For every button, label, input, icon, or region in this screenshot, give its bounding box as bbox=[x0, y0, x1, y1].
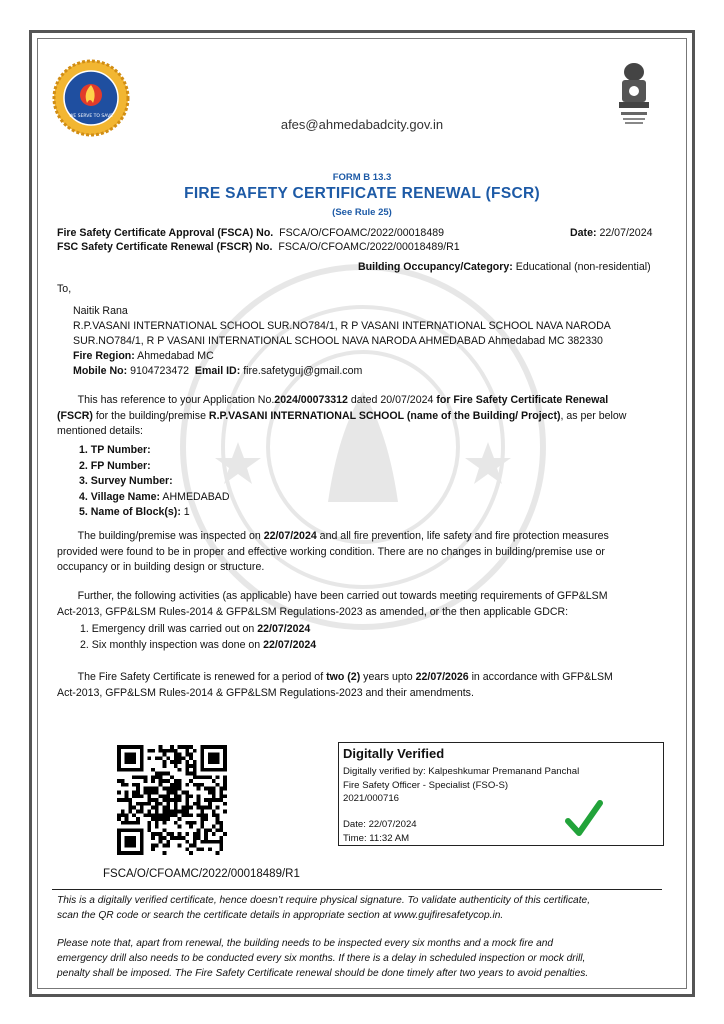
detail-item: 4. Village Name: AHMEDABAD bbox=[79, 490, 230, 503]
emailid-value: fire.safetyguj@gmail.com bbox=[243, 365, 363, 377]
activity-item: 2. Six monthly inspection was done on 22/07/2024 bbox=[80, 638, 317, 651]
activity-item: 1. Emergency drill was carried out on 22/07/2024 bbox=[80, 623, 311, 635]
occupancy-line bbox=[358, 260, 651, 275]
fire-region-label: Fire Region: bbox=[73, 350, 135, 362]
detail-item: 1. TP Number: bbox=[79, 444, 151, 456]
occupancy-label: Building Occupancy/Category: bbox=[358, 261, 513, 273]
building-name: R.P.VASANI INTERNATIONAL SCHOOL (name of the Building/ Project) bbox=[208, 409, 561, 422]
date-line bbox=[570, 226, 652, 241]
checkmark-icon bbox=[565, 799, 603, 839]
contact-line bbox=[73, 364, 362, 379]
ref-text-2: dated 20/07/2024 bbox=[347, 394, 437, 406]
fire-region-line bbox=[73, 349, 214, 364]
ref-text-7: mentioned details: bbox=[57, 425, 143, 437]
to-label: To, bbox=[57, 283, 72, 295]
verification-date: Date: 22/07/2024 bbox=[343, 819, 417, 830]
renewal-upto-date: 22/07/2026 bbox=[415, 671, 469, 683]
fscr-value: FSCA/O/CFOAMC/2022/00018489/R1 bbox=[278, 241, 460, 253]
verified-by: Digitally verified by: Kalpeshkumar Premanand Panchal bbox=[343, 766, 580, 777]
watermark-emblem bbox=[178, 262, 548, 632]
svg-text:WE SERVE TO SAVE: WE SERVE TO SAVE bbox=[68, 114, 114, 119]
detail-item: 3. Survey Number: bbox=[79, 475, 173, 487]
rule-reference: (See Rule 25) bbox=[332, 207, 392, 218]
ref-text-3: for Fire Safety Certificate Renewal bbox=[436, 394, 609, 406]
verification-time: Time: 11:32 AM bbox=[343, 832, 410, 844]
verification-heading: Digitally Verified bbox=[343, 746, 445, 761]
certificate-title: FIRE SAFETY CERTIFICATE RENEWAL (FSCR) bbox=[184, 185, 540, 202]
footer-divider bbox=[52, 889, 662, 890]
detail-item: 2. FP Number: bbox=[79, 459, 151, 472]
mobile-label: Mobile No: bbox=[73, 365, 128, 377]
renewal-paragraph: The Fire Safety Certificate is renewed for a period of two (2) years upto 22/07/2026 in accordance with GFP&LSM Act-2013, GFP&LSM Rules-2014 & GFP&LSM Regulations-2023 and their amendments. bbox=[57, 671, 613, 699]
address-line-2: SUR.NO784/1, R P VASANI INTERNATIONAL SCHOOL NAVA NARODA AHMEDABAD Ahmedabad MC 382330 bbox=[73, 335, 603, 347]
ref-text-4: (FSCR) bbox=[57, 409, 93, 422]
fsca-value: FSCA/O/CFOAMC/2022/00018489 bbox=[279, 227, 444, 239]
ref-text-1: This has reference to your Application No. bbox=[77, 394, 275, 406]
qr-caption: FSCA/O/CFOAMC/2022/00018489/R1 bbox=[103, 868, 300, 880]
address-line-1: R.P.VASANI INTERNATIONAL SCHOOL SUR.NO784/1, R P VASANI INTERNATIONAL SCHOOL NAVA NARODA bbox=[73, 320, 611, 332]
verification-details bbox=[343, 765, 579, 806]
verification-timestamp bbox=[343, 818, 417, 845]
emailid-label: Email ID: bbox=[194, 365, 241, 377]
qr-code[interactable] bbox=[117, 745, 227, 855]
addressee-name: Naitik Rana bbox=[73, 305, 128, 317]
occupancy-value: Educational (non-residential) bbox=[515, 261, 651, 273]
inspection-date: 22/07/2024 bbox=[263, 530, 317, 542]
form-number: FORM B 13.3 bbox=[332, 172, 392, 183]
footer-authenticity-note: This is a digitally verified certificate, hence doesn’t require physical signature. To validate authenticity of this certificate, scan the QR code or search the certificate details in appropriate section at www.gujfiresafetycop.in. bbox=[57, 895, 591, 921]
renewal-period: two (2) bbox=[326, 671, 361, 683]
fscr-label: FSC Safety Certificate Renewal (FSCR) No. bbox=[57, 241, 273, 253]
fsca-line bbox=[57, 226, 444, 241]
date-label: Date: bbox=[570, 227, 597, 239]
fsca-label: Fire Safety Certificate Approval (FSCA) No. bbox=[57, 227, 274, 239]
fscr-line bbox=[57, 240, 460, 255]
application-number: 2024/00073312 bbox=[274, 394, 348, 406]
footer-inspection-note: Please note that, apart from renewal, the building needs to be inspected every six months and a mock fire and emergency drill also needs to be conducted every six months. If there is a delay in scheduled inspection or mock drill, penalty shall be imposed. The Fire Safety Certificate renewal should be done timely after two years to avoid penalties. bbox=[57, 938, 589, 979]
reference-paragraph bbox=[57, 393, 657, 440]
mobile-value: 9104723472 bbox=[130, 365, 190, 377]
date-value: 22/07/2024 bbox=[599, 227, 653, 239]
fire-region-value: Ahmedabad MC bbox=[137, 350, 214, 362]
officer-designation: Fire Safety Officer - Specialist (FSO-S) bbox=[343, 779, 509, 791]
ref-text-6: , as per below bbox=[560, 409, 627, 422]
header-email[interactable]: afes@ahmedabadcity.gov.in bbox=[280, 117, 444, 132]
activities-paragraph: Further, the following activities (as applicable) have been carried out towards meeting requirements of GFP&LSM Act-2013, GFP&LSM Rules-2014 & GFP&LSM Regulations-2023 as amended, or the then applicable GDCR: bbox=[57, 590, 608, 618]
activities-list bbox=[80, 622, 316, 653]
digital-verification-box bbox=[338, 742, 664, 846]
ref-text-5: for the building/premise bbox=[92, 409, 209, 422]
inspection-paragraph: The building/premise was inspected on 22/07/2024 and all fire prevention, life safety and fire protection measures provided were found to be in proper and effective working condition. There are no changes in building/premise use or occupancy or in building design or structure. bbox=[57, 530, 609, 573]
details-list bbox=[79, 443, 230, 521]
detail-item: 5. Name of Block(s): 1 bbox=[79, 506, 190, 518]
officer-number: 2021/000716 bbox=[343, 793, 400, 804]
